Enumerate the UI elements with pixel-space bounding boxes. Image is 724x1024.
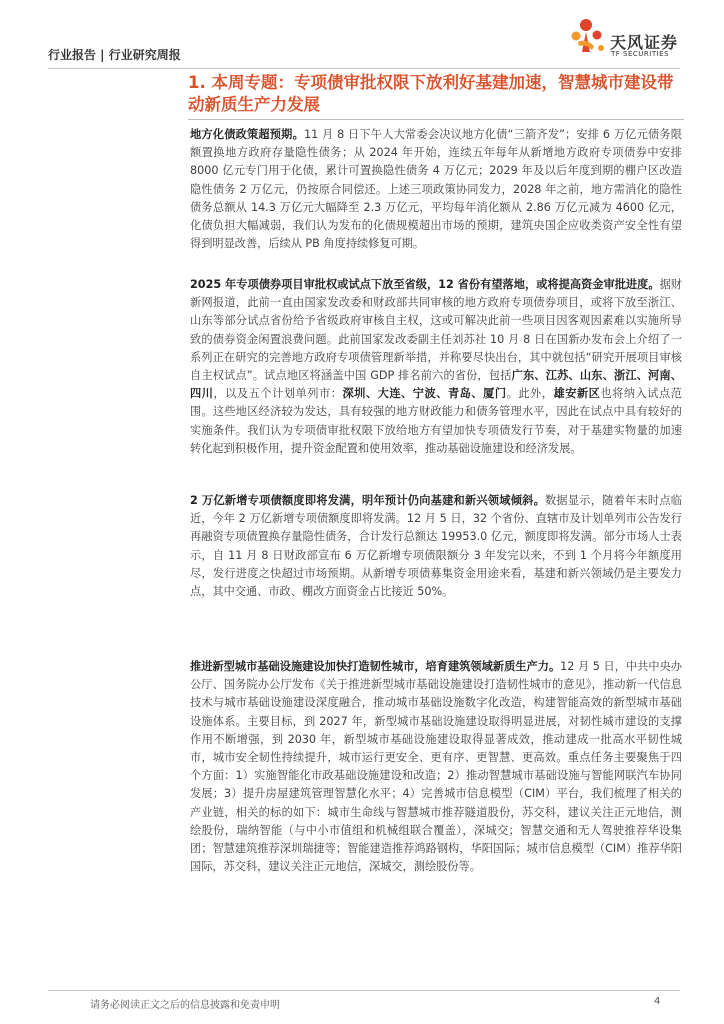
paragraph-body: 数据显示，随着年末时点临近，今年 2 万亿新增专项债额度即将发满。12 月 5 日，32 个省份、直辖市及计划单列市公告发行再融资专项债置换存量隐性债务，合计发行总额达 19953.0 亿元，额度即将发满。部分市场人士表示，自 11 月 8 日财政部宣布 6 万亿新增专项债限额分 3 年发完以来，不到 1 个月将今年额度用尽，发行进度之快超过市场预期。从新增专项债募集资金用途来看，基建和新兴领域仍是主要发力点，其中交通、市政、棚改方面资金占比接近 50%。 xyxy=(190,494,682,599)
paragraph-special-bond-approval xyxy=(190,276,682,458)
paragraph-body: ，以及五个计划单列市： xyxy=(213,387,343,401)
pilot-xiongan: 雄安新区 xyxy=(553,387,601,401)
report-type-label: 行业报告 | 行业研究周报 xyxy=(48,48,181,62)
title-divider xyxy=(188,119,684,120)
footer-divider xyxy=(48,990,680,991)
logo-subtitle: TF SECURITIES xyxy=(611,50,670,58)
header-divider xyxy=(48,68,680,69)
pilot-cities: 深圳、大连、宁波、青岛、厦门 xyxy=(342,387,507,401)
paragraph-new-special-bonds xyxy=(190,492,682,601)
paragraph-body: 12 月 5 日，中共中央办公厅、国务院办公厅发布《关于推进新型城市基础设施建设打造韧性城市的意见》，推动新一代信息技术与城市基础设施建设深度融合，推动城市基础设施数字化改造，构建智能高效的新型城市基础设施体系。主要目标，到 2027 年，新型城市基础设施建设取得明显进展，对韧性城市建设的支撑作用不断增强，到 2030 年，新型城市基础设施建设取得显著成效，推动建成一批高水平韧性城市，城市安全韧性持续提升，城市运行更安全、更有序、更智慧、更高效。重点任务主要聚焦于四个方面：1）实施智能化市政基础设施建设和改造；2）推动智慧城市基础设施与智能网联汽车协同发展；3）提升房屋建筑管理智慧化水平；4）完善城市信息模型（CIM）平台，我们梳理了相关的产业链，相关的标的如下：城市生命线与智慧城市推荐隧道股份，苏交科，建议关注正元地信，测绘股份，瑞纳智能（与中小市值组和机械组联合覆盖），深城交；智慧交通和无人驾驶推荐华设集团；智慧建筑推荐深圳瑞捷等；智能建造推荐鸿路钢构，华阳国际；城市信息模型（CIM）推荐华阳国际，苏交科，建议关注正元地信，深城交，测绘股份等。 xyxy=(190,660,682,874)
logo-mark-icon xyxy=(568,16,608,60)
page-number: 4 xyxy=(654,996,661,1007)
pilot-provinces: 广东、江苏、山东、浙江、河南、四川 xyxy=(190,369,682,401)
logo-name: 天风证券 xyxy=(610,33,679,52)
paragraph-lead: 2 万亿新增专项债额度即将发满，明年预计仍向基建和新兴领域倾斜。 xyxy=(190,494,545,507)
paragraph-lead: 推进新型城市基础设施建设加快打造韧性城市，培育建筑领域新质生产力。 xyxy=(190,660,561,673)
paragraph-body: 11 月 8 日下午人大常委会决议地方化债“三箭齐发”；安排 6 万亿元债务限额置换地方政府存量隐性债务；从 2024 年开始，连续五年每年从新增地方政府专项债券中安排 8000 亿元专门用于化债，累计可置换隐性债务 4 万亿元；2029 年及以后年度到期的棚户区改造隐性债务 2 万亿元，仍按原合同偿还。上述三项政策协同发力，2028 年之前，地方需消化的隐性债务总额从 14.3 万亿元大幅降至 2.3 万亿元，平均每年消化额从 2.86 万亿元减为 4600 亿元，化债负担大幅减弱，我们认为发布的化债规模超出市场的预期，建筑央国企应收类资产安全性有望得到明显改善，后续从 PB 角度持续修复可期。 xyxy=(190,128,682,251)
paragraph-debt-policy xyxy=(190,126,682,253)
paragraph-lead: 2025 年专项债券项目审批权或试点下放至省级，12 省份有望落地，或将提高资金审批进度。 xyxy=(190,278,660,291)
section-title: 1. 本周专题：专项债审批权限下放利好基建加速，智慧城市建设带动新质生产力发展 xyxy=(188,73,674,114)
paragraph-lead: 地方化债政策超预期。 xyxy=(190,128,304,141)
paragraph-body: 。此外， xyxy=(506,387,554,401)
company-logo xyxy=(568,16,684,60)
paragraph-resilient-city xyxy=(190,658,682,876)
paragraph-body: 也将纳入试点范围。这些地区经济较为发达，具有较强的地方财政能力和债务管理水平，因此在试点中具有较好的实施条件。我们认为专项债审批权限下放给地方有望加快专项债发行节奏，对于基建实物量的加速转化起到积极作用，提升资金配置和使用效率，推动基础设施建设和经济发展。 xyxy=(190,387,682,455)
paragraph-body: 据财新网报道，此前一直由国家发改委和财政部共同审核的地方政府专项债券项目，或将下放至浙江、山东等部分试点省份给予省级政府审核自主权，这或可解决此前一些项目因客观因素难以实施所导致的债券资金闲置浪费问题。此前国家发改委副主任刘苏社 10 月 8 日在国新办发布会上介绍了一系列正在研究的完善地方政府专项债管理新举措，并称要尽快出台，其中就包括“研究开展项目审核自主权试点”。试点地区将涵盖中国 GDP 排名前六的省份，包括 xyxy=(190,278,682,383)
footer-disclaimer: 请务必阅读正文之后的信息披露和免责申明 xyxy=(90,1000,280,1011)
